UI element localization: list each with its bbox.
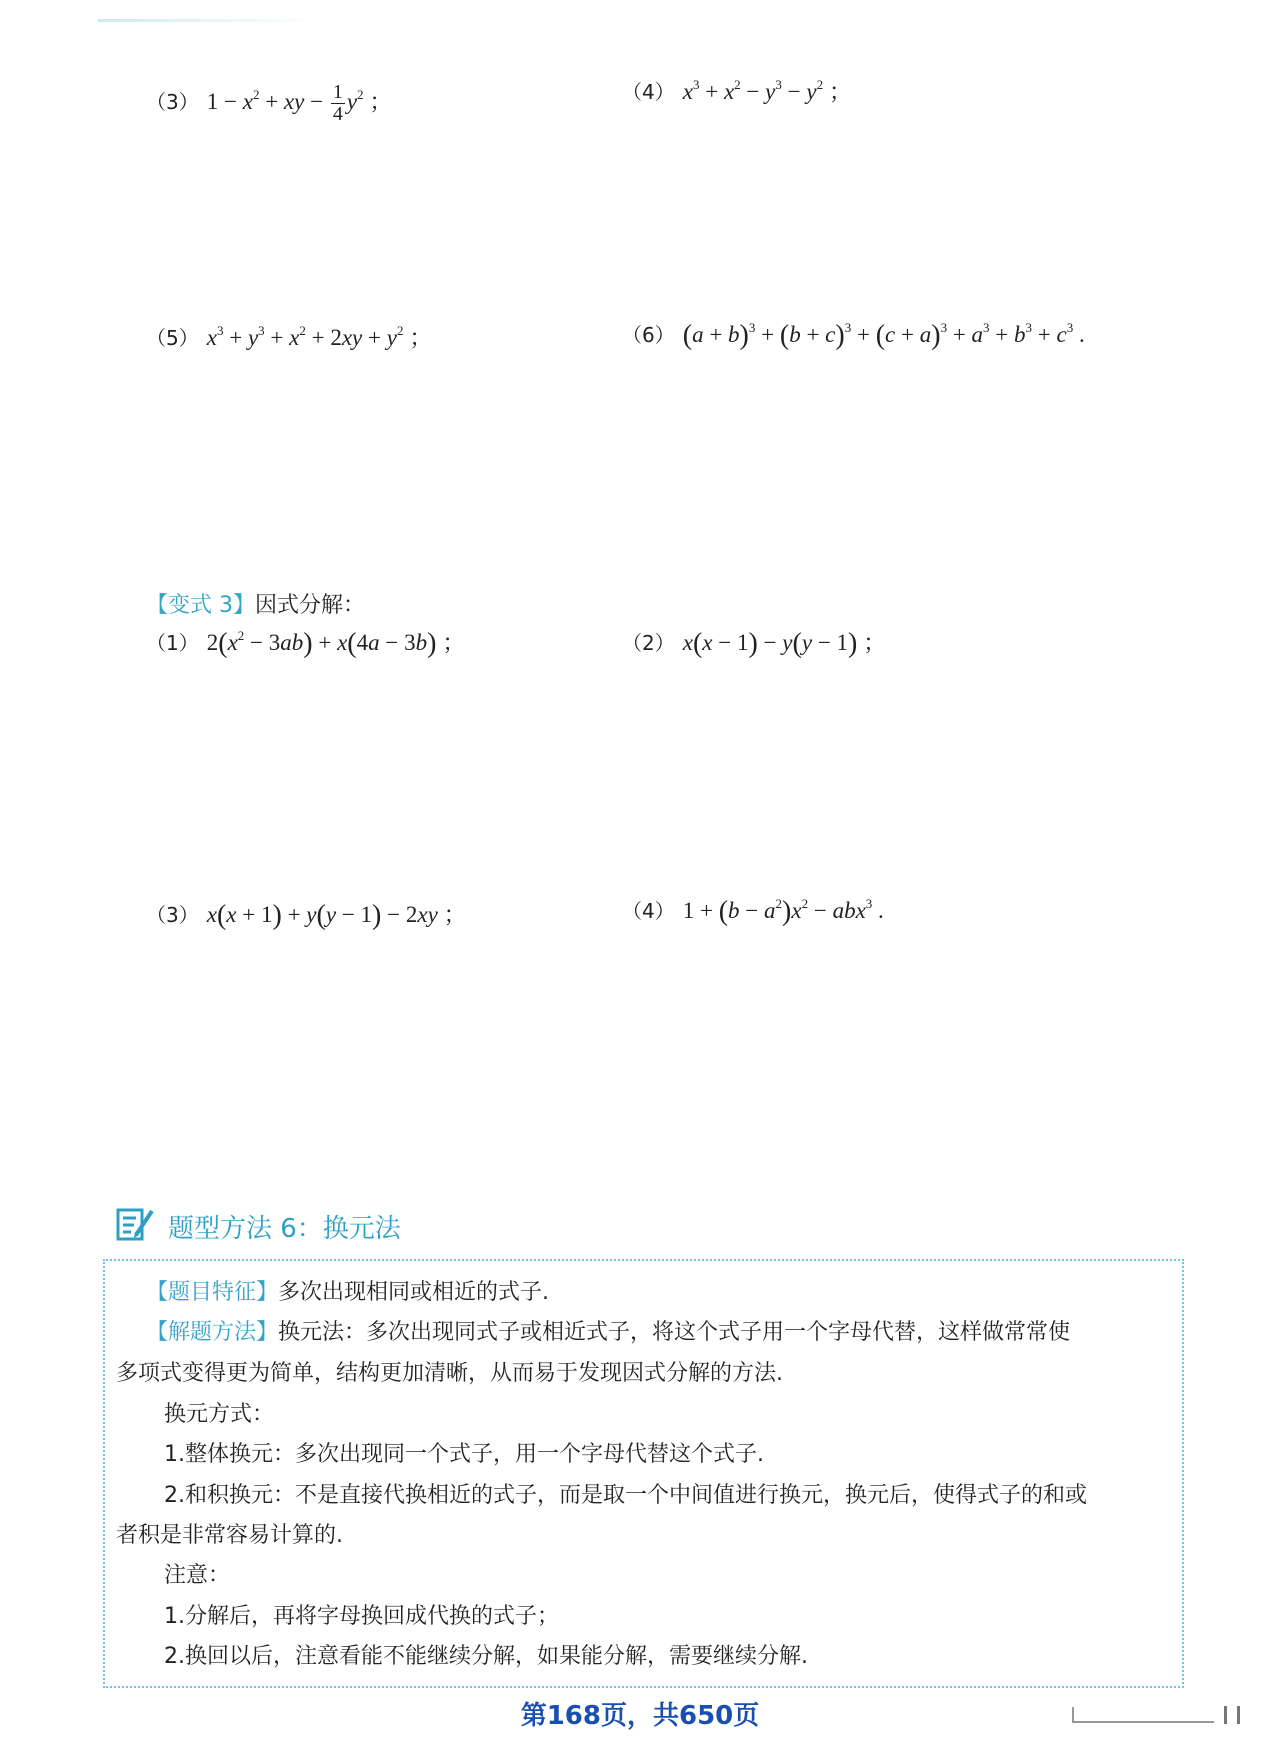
problem-number: （6） (622, 323, 675, 347)
problem-number: （1） (146, 631, 199, 655)
note-item-2: 2.换回以后，注意看能不能继续分解，如果能分解，需要继续分解. (164, 1644, 808, 1669)
math-expression: $1 - x^2$ + xy − $\frac{1}{4}$ $y^2$ ； (206, 81, 393, 125)
problem-number: （2） (622, 631, 675, 655)
method-heading (116, 1206, 401, 1246)
page-scrollbar[interactable] (1040, 1704, 1240, 1726)
variant-problem-3 (146, 902, 467, 930)
mode-item-2-continued: 者积是非常容易计算的. (116, 1523, 343, 1548)
mode-item-2: 2.和积换元：不是直接代换相近的式子，而是取一个中间值进行换元，换元后，使得式子的和或 (164, 1483, 1087, 1508)
solve-tag: 【解题方法】 (146, 1320, 279, 1345)
math-expression: x(x − 1) − y(y − 1) ； (682, 628, 887, 659)
variant-tag: 【变式 3】 (146, 593, 255, 618)
note-title: 注意： (164, 1563, 231, 1588)
math-expression: $1 + (b - a^2)x^2 - abx^3$ . (682, 896, 884, 927)
scroll-track[interactable] (1072, 1707, 1214, 1723)
note-item-1: 1.分解后，再将字母换回成代换的式子； (164, 1604, 559, 1629)
scroll-handle[interactable] (1224, 1706, 1227, 1724)
problem-number: （4） (622, 899, 675, 923)
method-title: 题型方法 6：换元法 (168, 1213, 401, 1244)
math-expression: $x^3 + x^2 - y^3 - y^2$ ； (682, 77, 852, 104)
variant-problem-2 (622, 630, 886, 658)
mode-title: 换元方式： (164, 1402, 275, 1427)
variant-problem-1 (146, 630, 465, 658)
variant-problem-4 (622, 898, 884, 926)
problem-6 (622, 322, 1085, 350)
problem-number: （3） (146, 903, 199, 927)
mode-item-1: 1.整体换元：多次出现同一个式子，用一个字母代替这个式子. (164, 1442, 764, 1467)
math-expression: $x^3 + y^3 + x^2 + 2xy + y^2$ ； (206, 323, 433, 350)
feature-line (146, 1275, 549, 1306)
solve-line (146, 1315, 1070, 1346)
variant-instruction: 因式分解： (255, 593, 366, 618)
feature-text: 多次出现相同或相近的式子. (278, 1280, 550, 1305)
problem-number: （4） (622, 80, 675, 104)
pencil-note-icon (116, 1205, 156, 1247)
problem-number: （5） (146, 326, 199, 350)
problem-3 (146, 82, 392, 125)
variant-heading (146, 588, 365, 619)
solve-text-continued: 多项式变得更为简单，结构更加清晰，从而易于发现因式分解的方法. (116, 1361, 783, 1386)
feature-tag: 【题目特征】 (146, 1280, 279, 1305)
header-rule (98, 19, 318, 22)
math-expression: $2(x^2 - 3ab) + x(4a - 3b)$ ； (206, 628, 466, 659)
math-expression: x(x + 1) + y(y − 1) − 2xy ； (206, 900, 467, 931)
problem-number: （3） (146, 89, 199, 114)
math-expression: $(a + b)^3 + (b + c)^3 + (c + a)^3 + a^3 + b^3 + c^3$ . (682, 320, 1085, 351)
problem-4 (622, 77, 852, 104)
problem-5 (146, 323, 433, 350)
solve-text: 换元法：多次出现同式子或相近式子，将这个式子用一个字母代替，这样做常常使 (278, 1320, 1071, 1345)
page-indicator: 第168页，共650页 (520, 1701, 760, 1731)
scroll-handle[interactable] (1237, 1706, 1240, 1724)
